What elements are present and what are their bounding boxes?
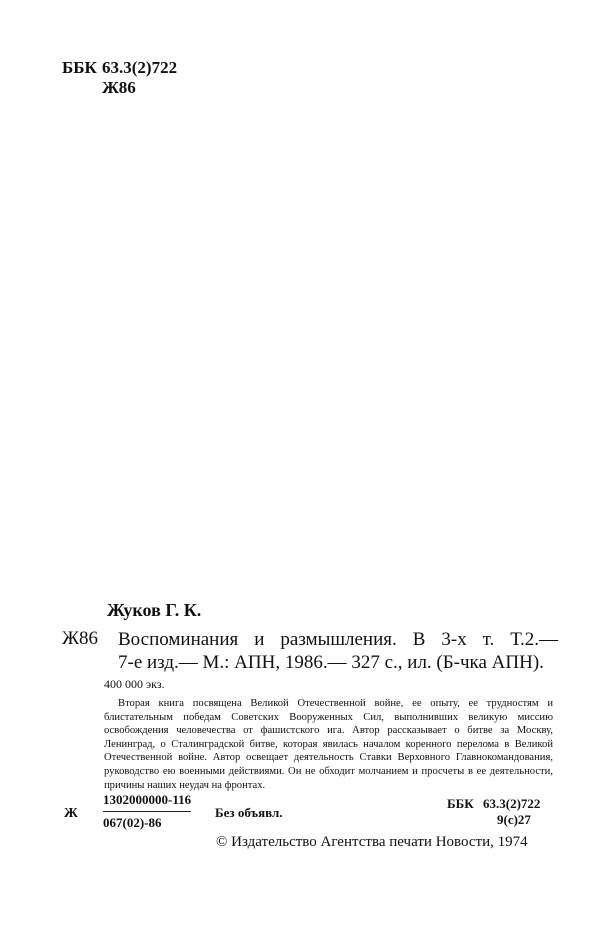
footer-bbk-label: ББК [447,796,474,811]
author-name: Жуков Г. К. [107,600,202,620]
title-line-2: 7-е изд.— М.: АПН, 1986.— 327 с., ил. (Б-чка АПН). [118,652,544,673]
footer-bbk-code: 63.3(2)722 [483,796,541,811]
fraction-divider [103,811,191,812]
no-advertisement-note: Без объявл. [215,805,283,820]
copyright-notice: © Издательство Агентства печати Новости, 1974 [216,834,528,850]
entry-index: Ж86 [62,628,99,649]
author-index: Ж86 [102,78,136,97]
footer-letter: Ж [64,806,78,821]
abstract-text: Вторая книга посвящена Великой Отечественной войне, ее опыту, ее трудностям и блистательным победам Советских Вооруженных Сил, выполнивших великую миссию освобождения человечества от фашистского ига. Автор рассказывает о битве за Москву, Ленинград, о Сталинградской битве, которая явилась началом коренного перелома в Великой Отечественной войне. Автор освещает деятельность Ставки Верховного Главнокомандования, руководство ею военными действиями. Он не обходит молчанием и просчеты в ее деятельности, причины наших неудач на фронтах. [104,698,553,791]
print-run: 400 000 экз. [104,677,165,691]
fraction-denominator: 067(02)-86 [103,815,162,830]
abstract-block [104,697,553,792]
title-line-1: Воспоминания и размышления. В 3-х т. Т.2.— [118,629,558,650]
footer-bbk-block [447,796,541,827]
header-bbk-block [62,58,178,97]
book-title-entry [118,628,558,674]
bbk-label: ББК [62,58,97,77]
footer-bbk-sub: 9(с)27 [497,812,531,827]
bbk-code: 63.3(2)722 [102,58,178,77]
fraction-numerator: 1302000000-116 [103,792,192,807]
